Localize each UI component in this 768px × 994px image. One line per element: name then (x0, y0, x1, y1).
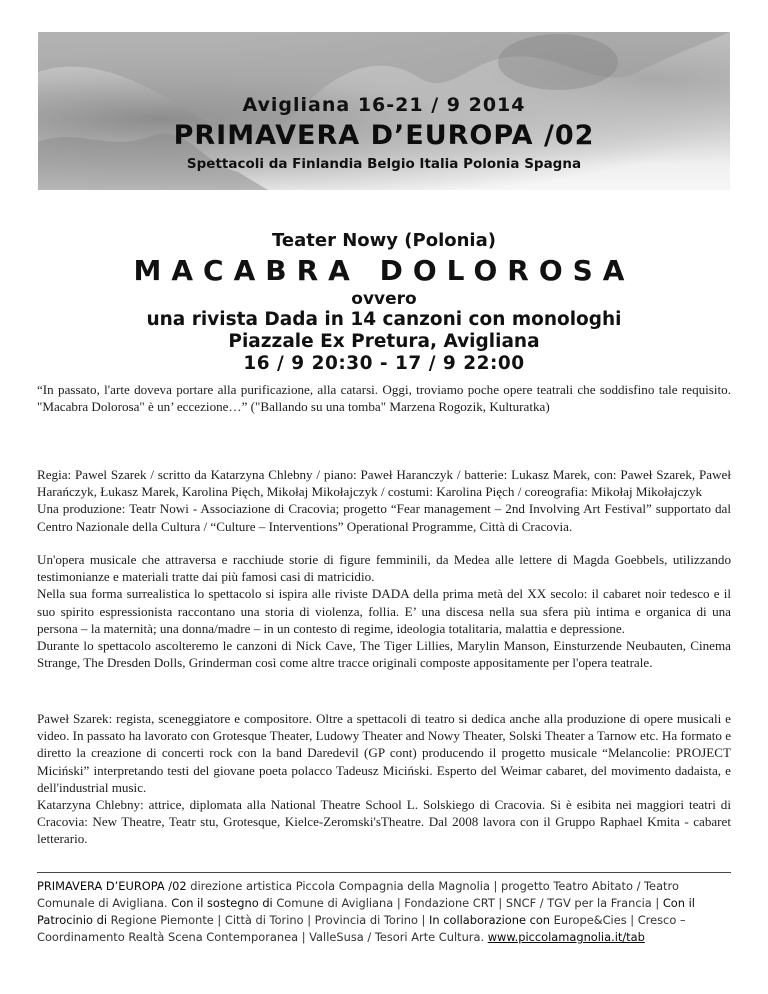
show-subtitle: una rivista Dada in 14 canzoni con monologhi (146, 309, 622, 330)
review-quote: “In passato, l'arte doveva portare alla purificazione, alla catarsi. Oggi, troviamo poche opere teatrali che soddisfino tale requisito. "Macabra Dolorosa" è un’ eccezione…” ("Ballando su una tomba" Marzena Rogozik, Kulturatka) (37, 382, 731, 415)
banner-location-dates: Avigliana 16-21 / 9 2014 (242, 94, 526, 116)
biography-szarek: Paweł Szarek: regista, sceneggiatore e compositore. Oltre a spettacoli di teatro si dedica anche alla produzione di opere musicali e video. In passato ha lavorato con Grotesque Theater, Ludowy Theater and Nowy Theater, Solski Theater a Tarnow etc. Ha formato e diretto la creazione di concerti rock con la band Daredevil (GP cont) producendo il progetto musicale “Melancolie: PROJECT Miciński” interpretando testi del giovane poeta polacco Tadeusz Miciński. Esperto del Weimar cabaret, del movimento dadaista, e dell'industrial music. (37, 711, 731, 795)
show-venue: Piazzale Ex Pretura, Avigliana (228, 331, 540, 352)
biography-section (37, 710, 731, 848)
footer-website-link[interactable]: www.piccolamagnolia.it/tab (487, 930, 645, 944)
show-ovvero: ovvero (351, 289, 417, 309)
festival-title: PRIMAVERA D’EUROPA /02 (173, 120, 595, 151)
company-name: Teater Nowy (Polonia) (272, 230, 496, 251)
footer-support-label: Con il sostegno di (171, 896, 273, 910)
biography-chlebny: Katarzyna Chlebny: attrice, diplomata alla National Theatre School L. Solskiego di Cracovia. Si è esibita nei maggiori teatri di Cracovia: New Theatre, Teatr stu, Grotesque, Kielce-Zeromski'sTheatre. Dal 2008 lavora con il Gruppo Raphael Kmita - cabaret letterario. (37, 797, 731, 847)
footer-festival-name: PRIMAVERA D’EUROPA /02 (37, 879, 187, 893)
description-section (37, 551, 731, 671)
description-paragraph-3: Durante lo spettacolo ascolteremo le canzoni di Nick Cave, The Tiger Lillies, Marylin Manson, Einsturzende Neubauten, Cinema Strange, The Dresden Dolls, Grinderman così come altre tracce originali composte appositamente per l'opera teatrale. (37, 638, 731, 671)
description-paragraph-1: Un'opera musicale che attraversa e racchiude storie di figure femminili, da Medea alle lettere di Magda Goebbels, utilizzando testimonianze e materiali tratte dai più famosi casi di matricidio. (37, 552, 731, 585)
description-paragraph-2: Nella sua forma surrealistica lo spettacolo si ispira alle riviste DADA della prima metà del XX secolo: il cabaret noir tedesco e il suo spirito espressionista raccontano una storia di violenza, follia. E’ una discesa nella sua sfera più intima e organica di una persona – la maternità; una donna/madre – in un contesto di regime, ideologia totalitaria, malattia e depressione. (37, 586, 731, 636)
credits-paragraph: Regia: Pawel Szarek / scritto da Katarzyna Chlebny / piano: Paweł Haranczyk / batterie: Lukasz Marek, con: Paweł Szarek, Paweł Harańczyk, Łukasz Marek, Karolina Pięch, Mikołaj Mikołajczyk / costumi: Karolina Pięch / coreografia: Mikołaj Mikołajczyk (37, 467, 731, 500)
festival-subtitle: Spettacoli da Finlandia Belgio Italia Polonia Spagna (186, 156, 582, 172)
footer-direction: direzione artistica Piccola Compagnia della Magnolia | progetto Teatro Abitato / Teatro Comunale di Avigliana. (37, 879, 679, 910)
footer-credits (37, 878, 731, 946)
footer-patronage-label: Con il Patrocinio di (37, 896, 695, 927)
show-dates: 16 / 9 20:30 - 17 / 9 22:00 (243, 353, 525, 374)
show-title: MACABRA DOLOROSA (133, 254, 635, 287)
review-quote-section (37, 381, 731, 415)
footer-divider (37, 872, 731, 873)
footer-supporters: Comune di Avigliana | Fondazione CRT | SNCF / TGV per la Francia | (272, 896, 663, 910)
credits-section (37, 466, 731, 535)
production-paragraph: Una produzione: Teatr Nowi - Associazione di Cracovia; progetto “Fear management – 2nd Involving Art Festival” supportato dal Centro Nazionale della Cultura / “Culture – Interventions” Operational Programme, Città di Cracovia. (37, 501, 731, 534)
footer-collaboration-label: In collaborazione con (429, 913, 551, 927)
footer-patrons: Regione Piemonte | Città di Torino | Provincia di Torino | (107, 913, 430, 927)
footer-collaborators: Europe&Cies | Cresco – Coordinamento Realtà Scena Contemporanea | ValleSusa / Tesori Arte Cultura. (37, 913, 686, 944)
header-banner (38, 32, 730, 190)
